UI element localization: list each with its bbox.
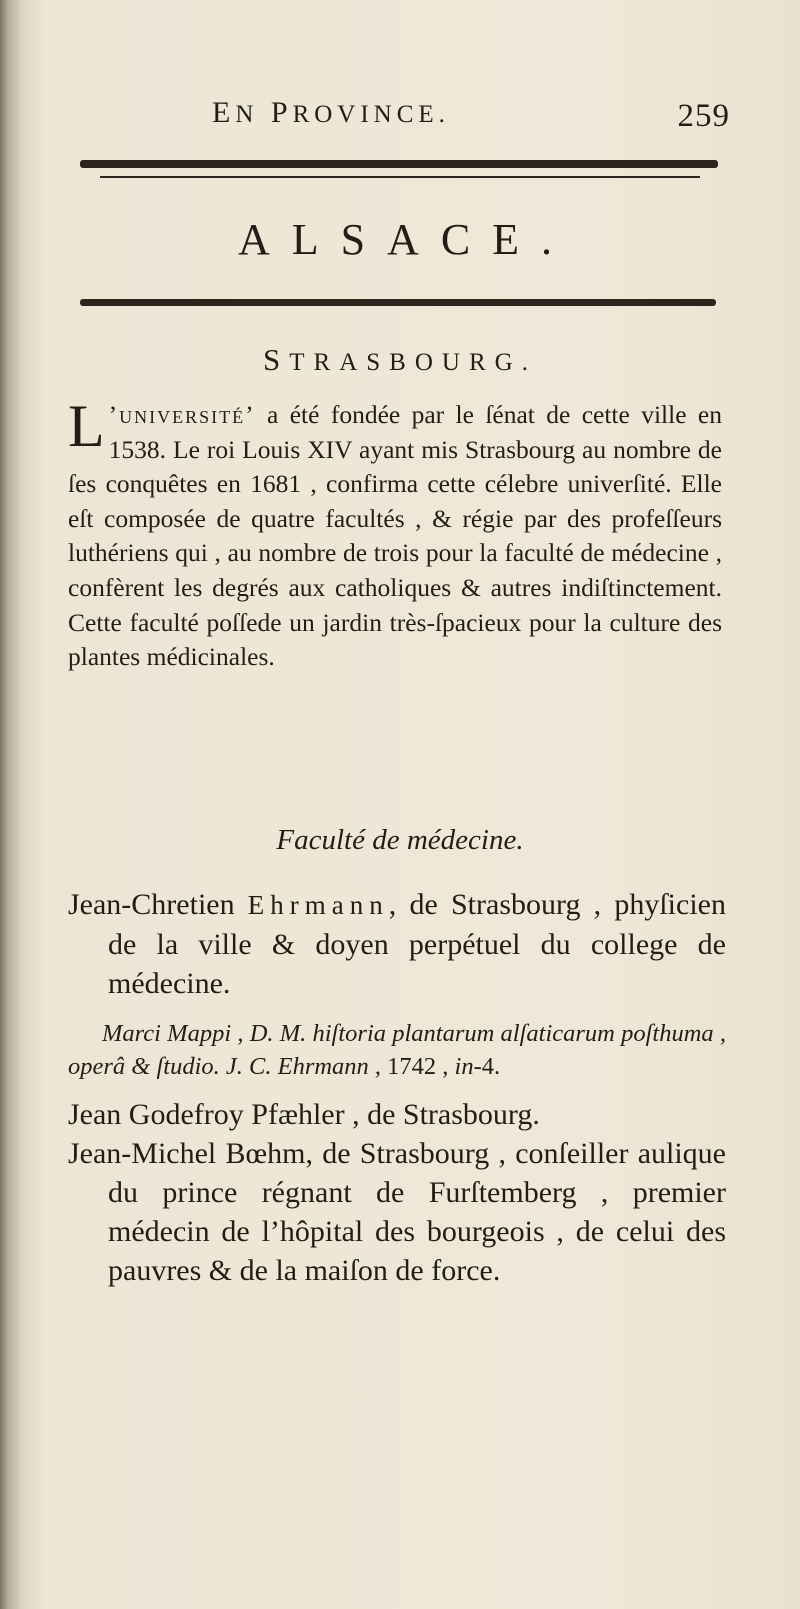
- running-title-space: [258, 96, 271, 129]
- intro-block: [68, 393, 722, 675]
- section-title: ALSACE.: [237, 215, 575, 264]
- entry-surname: Ehrmann: [247, 890, 389, 920]
- faculty-entry-ehrmann: [68, 885, 726, 1003]
- intro-text: a été fondée par le ſénat de cette ville en 1538. Le roi Louis XIV ayant mis Strasbourg au nombre de ſes conquêtes en 1681 , confirma cette célebre univerſité. Elle eſt composée de quatre facultés , & régie par des profeſſeurs luthériens qui , au nombre de trois pour la faculté de médecine , confèrent les degrés aux catholiques & autres indiſtinctement. Cette faculté poſſede un jardin très-ſpacieux pour la culture des plantes médicinales.: [68, 400, 722, 672]
- running-title-initial-p: P: [270, 96, 293, 129]
- running-title: [212, 96, 450, 130]
- faculty-entry-boehm: [68, 1134, 726, 1290]
- citation-note: [68, 1017, 726, 1083]
- intro-paragraph: [68, 393, 722, 675]
- faculty-entry-pfaehler: [68, 1095, 726, 1134]
- entry-name: Jean-Michel Bœhm: [68, 1137, 306, 1170]
- entry-text: , de Strasbourg , conſeiller aulique du prince régnant de Furſtemberg , premier médecin de l’hôpital des bourgeois , de celui des pauvres & de la maiſon de force.: [108, 1137, 727, 1287]
- entry-name: Jean-Chretien: [68, 888, 248, 921]
- header-rule-thin: [100, 176, 700, 178]
- section-rule: [80, 299, 716, 306]
- page-header: [70, 96, 730, 142]
- city-title: [0, 342, 800, 378]
- citation-year: 1742 ,: [381, 1053, 455, 1080]
- city-title-rest: TRASBOURG.: [289, 349, 537, 376]
- city-title-initial: S: [263, 342, 290, 377]
- running-title-rest-n: N: [235, 101, 259, 128]
- intro-lead-word: ’université’: [108, 400, 256, 429]
- header-rule: [80, 160, 718, 182]
- faculty-subheading: Faculté de médecine.: [276, 824, 524, 856]
- entry-text: , de Strasbourg , phyſicien de la ville & doyen perpétuel du college de médecine.: [108, 888, 726, 1000]
- header-rule-thick: [80, 160, 718, 168]
- faculty-list: [68, 885, 726, 1290]
- entry-name: Jean Godefroy Pfæhler: [68, 1098, 345, 1131]
- running-title-rest-rovince: ROVINCE.: [292, 101, 450, 128]
- running-title-initial-e: E: [212, 96, 236, 129]
- citation-format: -4.: [473, 1053, 501, 1080]
- page-number: 259: [677, 98, 730, 134]
- citation-title: Marci Mappi , D. M. hiſtoria plantarum alſaticarum poſthuma , operâ & ſtudio. J. C. Ehrmann ,: [68, 1020, 726, 1080]
- citation-format-italic: in: [454, 1053, 474, 1080]
- entry-text: , de Strasbourg.: [344, 1098, 540, 1131]
- drop-cap: L: [68, 393, 105, 459]
